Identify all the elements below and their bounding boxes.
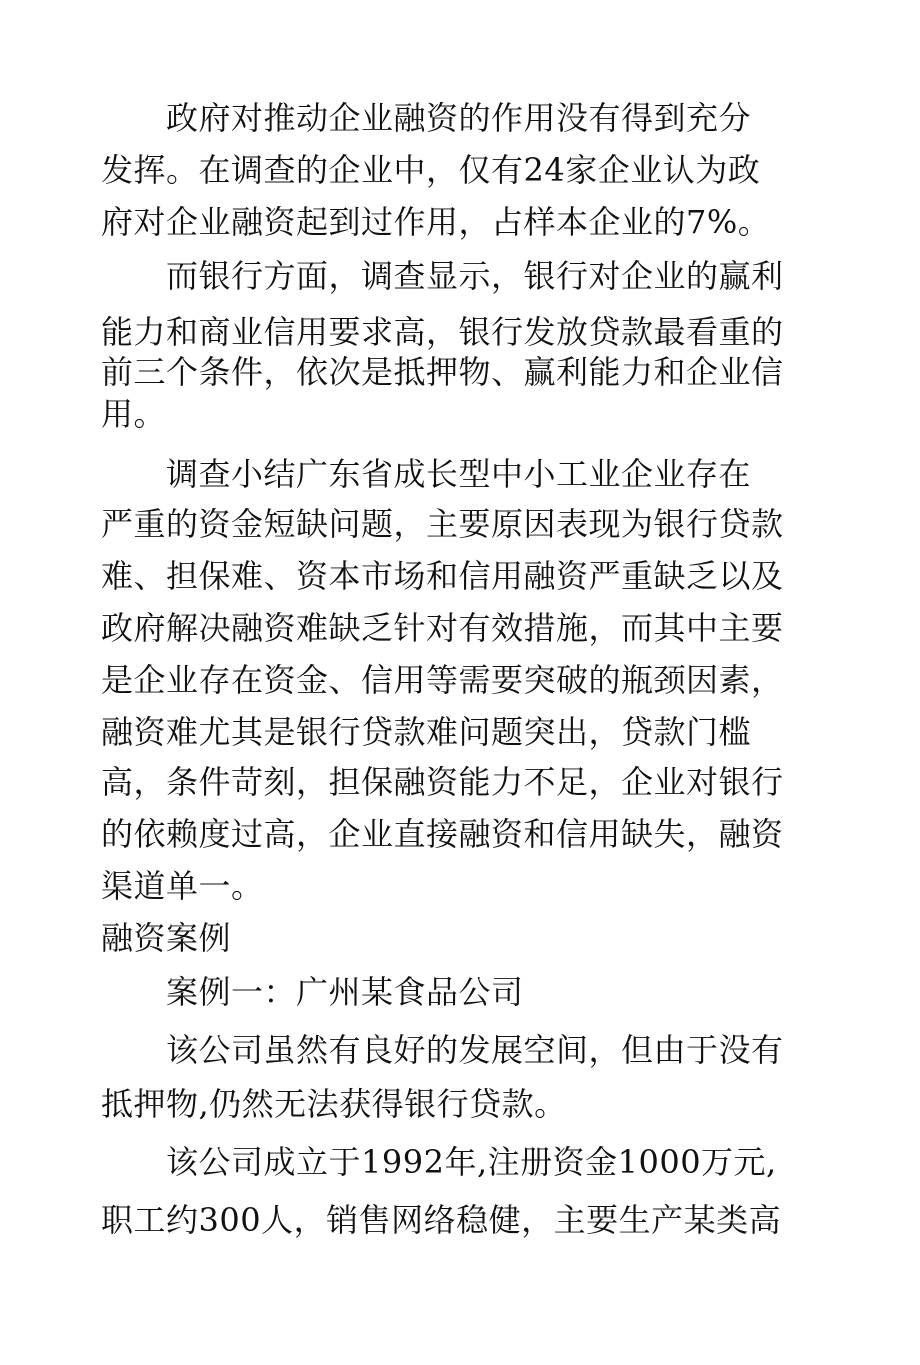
paragraph-line: 调查小结广东省成长型中小工业企业存在 — [166, 455, 752, 493]
paragraph-line: 府对企业融资起到过作用，占样本企业的7%。 — [101, 203, 771, 241]
paragraph-line: 能力和商业信用要求高，银行发放贷款最看重的 — [101, 313, 784, 351]
paragraph-line: 而银行方面，调查显示，银行对企业的赢利 — [166, 257, 784, 295]
paragraph-line: 用。 — [101, 395, 167, 433]
section-heading: 融资案例 — [101, 919, 232, 957]
paragraph-line: 抵押物,仍然无法获得银行贷款。 — [101, 1085, 567, 1123]
paragraph-line: 职工约300人，销售网络稳健，主要生产某类高 — [101, 1201, 782, 1239]
paragraph-line: 是企业存在资金、信用等需要突破的瓶颈因素， — [101, 661, 784, 699]
case-title: 案例一：广州某食品公司 — [166, 973, 524, 1011]
paragraph-line: 的依赖度过高，企业直接融资和信用缺失，融资 — [101, 815, 784, 853]
paragraph-line: 该公司成立于1992年,注册资金1000万元, — [166, 1143, 777, 1181]
paragraph-line: 高，条件苛刻，担保融资能力不足，企业对银行 — [101, 763, 784, 801]
paragraph-line: 政府对推动企业融资的作用没有得到充分 — [166, 99, 752, 137]
paragraph-line: 政府解决融资难缺乏针对有效措施，而其中主要 — [101, 609, 784, 647]
paragraph-line: 严重的资金短缺问题，主要原因表现为银行贷款 — [101, 505, 784, 543]
paragraph-line: 该公司虽然有良好的发展空间，但由于没有 — [166, 1031, 784, 1069]
paragraph-line: 融资难尤其是银行贷款难问题突出，贷款门槛 — [101, 713, 752, 751]
paragraph-line: 渠道单一。 — [101, 867, 264, 905]
paragraph-line: 前三个条件，依次是抵押物、赢利能力和企业信 — [101, 353, 784, 391]
paragraph-line: 难、担保难、资本市场和信用融资严重缺乏以及 — [101, 557, 784, 595]
paragraph-line: 发挥。在调查的企业中，仅有24家企业认为政 — [101, 151, 761, 189]
